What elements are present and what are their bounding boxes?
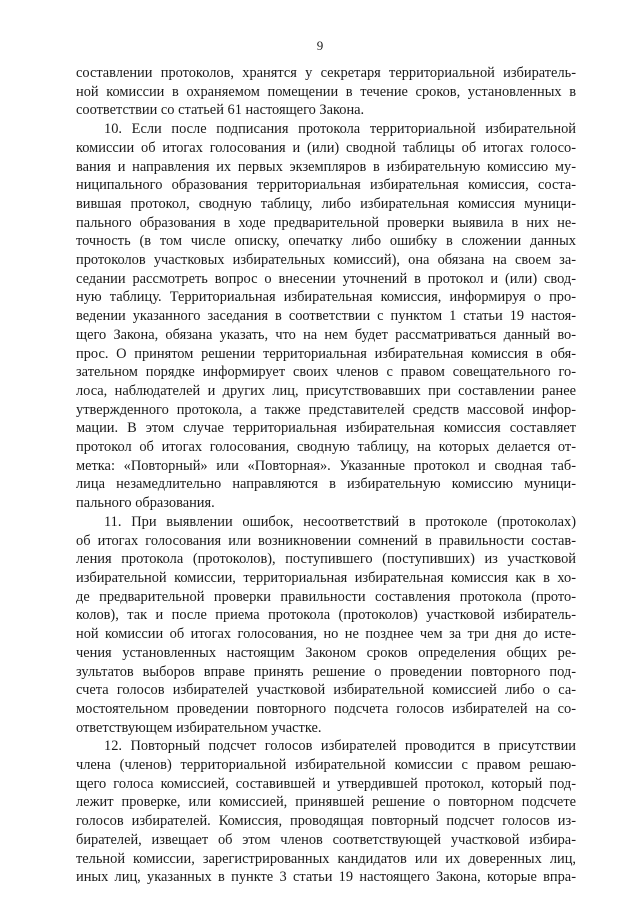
text-line: 10. Если после подписания протокола территориальной избирательной bbox=[104, 121, 576, 138]
page-number: 9 bbox=[316, 38, 324, 53]
text-line: пального образования. bbox=[76, 495, 215, 512]
paragraph bbox=[76, 120, 576, 513]
text-line: чения установленных настоящим Законом сроков определения общих ре- bbox=[76, 644, 576, 661]
paragraph bbox=[76, 737, 576, 887]
text-line: щего Закона, обязана указать, что на нем будет рассматриваться данный во- bbox=[76, 326, 576, 343]
text-line: мостоятельном проведении повторного подсчета голосов избирателей на со- bbox=[76, 700, 576, 717]
text-line: об итогах голосования или возникновении сомнений в правильности состав- bbox=[76, 532, 576, 549]
text-line: лоса, наблюдателей и других лиц, присутствовавших при составлении ранее bbox=[76, 382, 576, 399]
text-line: иных лиц, указанных в пункте 3 статьи 19 настоящего Закона, которые впра- bbox=[76, 869, 576, 886]
text-line: де предварительной проверки правильности составления протокола (прото- bbox=[76, 588, 576, 605]
text-line: составлении протоколов, хранятся у секретаря территориальной избиратель- bbox=[76, 65, 576, 81]
text-line: пального образования в ходе предварительной проверки выявила в них не- bbox=[76, 214, 576, 231]
text-line: избирательной комиссии, территориальная избирательная комиссия как в хо- bbox=[76, 569, 576, 586]
text-line: 11. При выявлении ошибок, несоответствий в протоколе (протоколах) bbox=[104, 513, 576, 530]
text-line: протокол об итогах голосования, сводную таблицу, на которых делается от- bbox=[76, 439, 576, 456]
text-line: метка: «Повторный» или «Повторная». Указанные протокол и сводная таб- bbox=[76, 457, 576, 474]
text-line: ниципального образования территориальная избирательная комиссия, соста- bbox=[76, 177, 576, 194]
document-body bbox=[76, 64, 576, 887]
text-line: члена (членов) территориальной избирательной комиссии с правом решаю- bbox=[76, 757, 576, 774]
text-line: зательном порядке информирует своих членов с правом совещательного го- bbox=[76, 364, 576, 381]
text-line: прос. О принятом решении территориальная избирательная комиссия в обя- bbox=[76, 345, 576, 362]
text-line: ную таблицу. Территориальная избирательная комиссия, информируя о про- bbox=[76, 289, 576, 306]
text-line: ления протокола (протоколов), поступившего (поступивших) из участковой bbox=[76, 551, 576, 568]
text-line: ной комиссии в охраняемом помещении в течение сроков, установленных в bbox=[76, 83, 576, 100]
text-line: точность (в том числе описку, опечатку либо ошибку в сложении данных bbox=[76, 233, 576, 250]
text-line: комиссии об итогах голосования и (или) сводной таблицы об итогах голосо- bbox=[76, 139, 576, 156]
text-line: колов), так и после приема протокола (протоколов) участковой избиратель- bbox=[76, 607, 576, 624]
text-line: счета голосов избирателей участковой избирательной комиссией либо о са- bbox=[76, 682, 576, 699]
text-line: мации. В этом случае территориальная избирательная комиссия составляет bbox=[76, 420, 576, 437]
text-line: вившая протокол, сводную таблицу, либо избирательная комиссия муници- bbox=[76, 195, 576, 212]
text-line: тельной комиссии, зарегистрированных кандидатов или их доверенных лиц, bbox=[76, 850, 576, 867]
text-line: 12. Повторный подсчет голосов избирателей проводится в присутствии bbox=[104, 738, 576, 755]
paragraph bbox=[76, 64, 576, 120]
text-line: седании рассмотреть вопрос о внесении уточнений в протокол и (или) свод- bbox=[76, 270, 576, 287]
text-line: протоколов участковых избирательных комиссий), она обязана на своем за- bbox=[76, 252, 576, 269]
text-line: зультатов выборов вправе принять решение о проведении повторного под- bbox=[76, 663, 576, 680]
paragraph bbox=[76, 513, 576, 737]
text-line: утвержденного протокола, а также представителей средств массовой инфор- bbox=[76, 401, 576, 418]
text-line: голосов избирателей. Комиссия, проводящая повторный подсчет голосов из- bbox=[76, 813, 576, 830]
text-line: щего голоса комиссией, составившей и утвердившей протокол, который под- bbox=[76, 775, 576, 792]
text-line: ведении указанного заседания в соответствии с пунктом 1 статьи 19 настоя- bbox=[76, 308, 576, 325]
text-line: лица незамедлительно направляются в избирательную комиссию муници- bbox=[76, 476, 576, 493]
text-line: ответствующем избирательном участке. bbox=[76, 719, 322, 736]
text-line: ной комиссии об итогах голосования, но не позднее чем за три дня до исте- bbox=[76, 626, 576, 643]
text-line: вания и направления их первых экземпляров в избирательную комиссию му- bbox=[76, 158, 576, 175]
text-line: лежит проверке, или комиссией, принявшей решение о повторном подсчете bbox=[76, 794, 576, 811]
text-line: бирателей, извещает об этом членов соответствующей участковой избира- bbox=[76, 831, 576, 848]
text-line: соответствии со статьей 61 настоящего Закона. bbox=[76, 102, 365, 119]
